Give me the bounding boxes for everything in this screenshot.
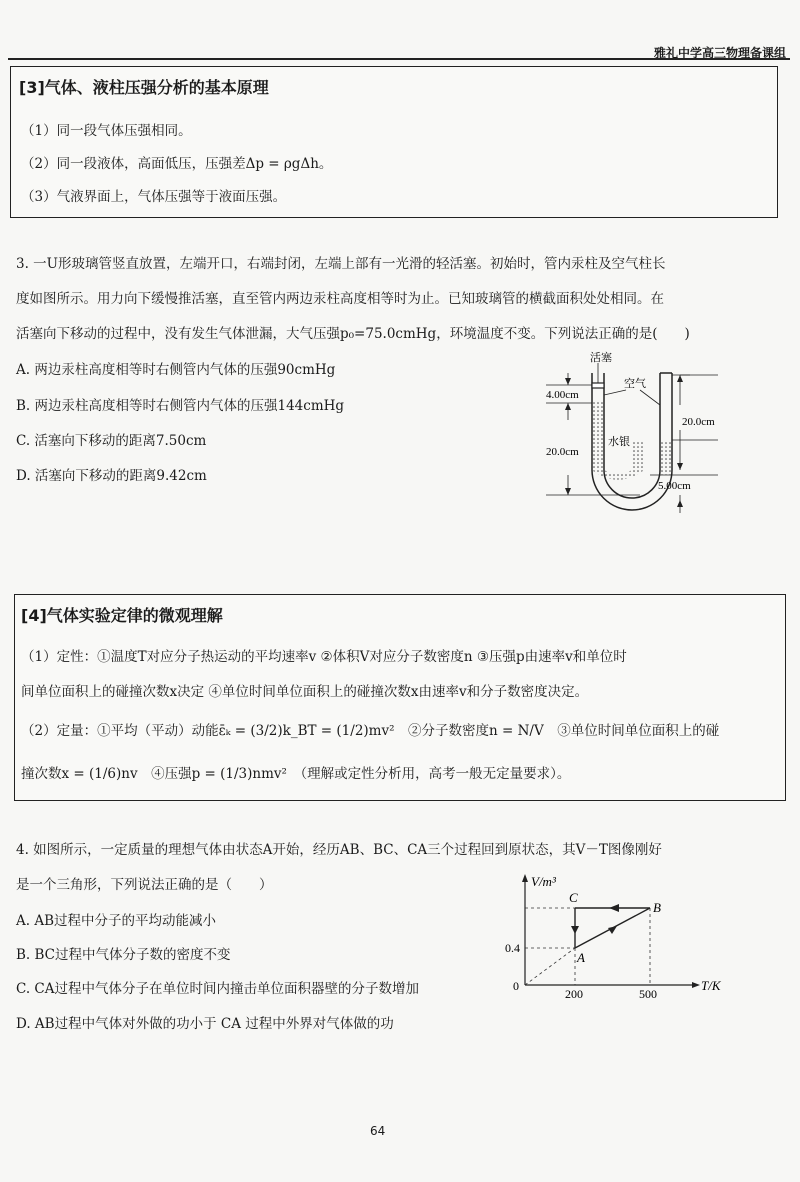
q3-option-a: A. 两边汞柱高度相等时右侧管内气体的压强90cmHg <box>16 362 336 378</box>
mercury-right <box>660 440 672 475</box>
box3-line-3: （3）气液界面上，气体压强等于液面压强。 <box>21 189 287 205</box>
piston <box>592 383 604 388</box>
dim-left-top: 4.00cm <box>546 389 579 401</box>
point-c: C <box>569 890 578 905</box>
q3-option-c: C. 活塞向下移动的距离7.50cm <box>16 433 207 449</box>
q3-stem-3: 活塞向下移动的过程中，没有发生气体泄漏，大气压强p₀=75.0cmHg，环境温度不变。下列说法正确的是( ) <box>16 326 690 342</box>
q4-stem-1: 4. 如图所示，一定质量的理想气体由状态A开始，经历AB、BC、CA三个过程回到原状态，其V－T图像刚好 <box>16 842 662 858</box>
q4-option-a: A. AB过程中分子的平均动能减小 <box>16 913 217 929</box>
dim-right: 20.0cm <box>682 416 715 428</box>
y-tick-label: 0.4 <box>505 941 520 955</box>
y-axis-label: V/m³ <box>531 874 556 889</box>
label-piston: 活塞 <box>590 352 612 364</box>
box3-title: [3]气体、液柱压强分析的基本原理 <box>19 78 269 97</box>
vt-graph <box>505 870 735 1000</box>
q4-option-c: C. CA过程中气体分子在单位时间内撞击单位面积器壁的分子数增加 <box>16 981 420 997</box>
q3-stem-1: 3. 一U形玻璃管竖直放置，左端开口，右端封闭，左端上部有一光滑的轻活塞。初始时，管内汞柱及空气柱长 <box>16 256 666 272</box>
header-rule <box>8 58 790 60</box>
q4-stem-2: 是一个三角形，下列说法正确的是（ ） <box>16 877 273 893</box>
box4-line-1: （1）定性：①温度T对应分子热运动的平均速率v ②体积V对应分子数密度n ③压强p由速率v和单位时 <box>21 649 627 665</box>
q3-option-b: B. 两边汞柱高度相等时右侧管内气体的压强144cmHg <box>16 398 345 414</box>
dim-left: 20.0cm <box>546 446 579 458</box>
dim-bottom: 5.00cm <box>658 480 691 492</box>
page-number: 64 <box>370 1124 386 1138</box>
q3-option-d: D. 活塞向下移动的距离9.42cm <box>16 468 207 484</box>
x-tick-200: 200 <box>565 987 583 1000</box>
point-b: B <box>653 900 661 915</box>
principle-box-3 <box>10 66 778 218</box>
label-air: 空气 <box>624 378 646 390</box>
x-axis-label: T/K <box>701 978 721 993</box>
point-a: A <box>577 950 585 965</box>
box3-line-1: （1）同一段气体压强相同。 <box>21 123 192 139</box>
q4-option-d: D. AB过程中气体对外做的功小于 CA 过程中外界对气体做的功 <box>16 1016 394 1032</box>
principle-box-4 <box>14 594 786 801</box>
u-tube-figure <box>540 345 740 520</box>
box4-line-3: （2）定量：①平均（平动）动能ε̄ₖ = (3/2)k_BT = (1/2)mv² ②分子数密度n = N/V ③单位时间单位面积上的碰 <box>21 723 720 739</box>
q3-stem-2: 度如图所示。用力向下缓慢推活塞，直至管内两边汞柱高度相等时为止。已知玻璃管的横截面积处处相同。在 <box>16 291 664 307</box>
x-tick-500: 500 <box>639 987 657 1000</box>
box4-title: [4]气体实验定律的微观理解 <box>21 606 223 625</box>
box4-line-4: 撞次数x = (1/6)nv ④压强p = (1/3)nmv² （理解或定性分析用，高考一般无定量要求）。 <box>21 766 571 782</box>
header-school: 雅礼中学高三物理备课组 <box>653 46 786 60</box>
origin-label: 0 <box>513 979 519 993</box>
label-mercury: 水银 <box>608 436 630 448</box>
box3-line-2: （2）同一段液体，高面低压，压强差Δp = ρgΔh。 <box>21 156 333 172</box>
q4-option-b: B. BC过程中气体分子数的密度不变 <box>16 947 231 963</box>
box4-line-2: 间单位面积上的碰撞次数x决定 ④单位时间单位面积上的碰撞次数x由速率v和分子数密度决定。 <box>21 684 589 700</box>
